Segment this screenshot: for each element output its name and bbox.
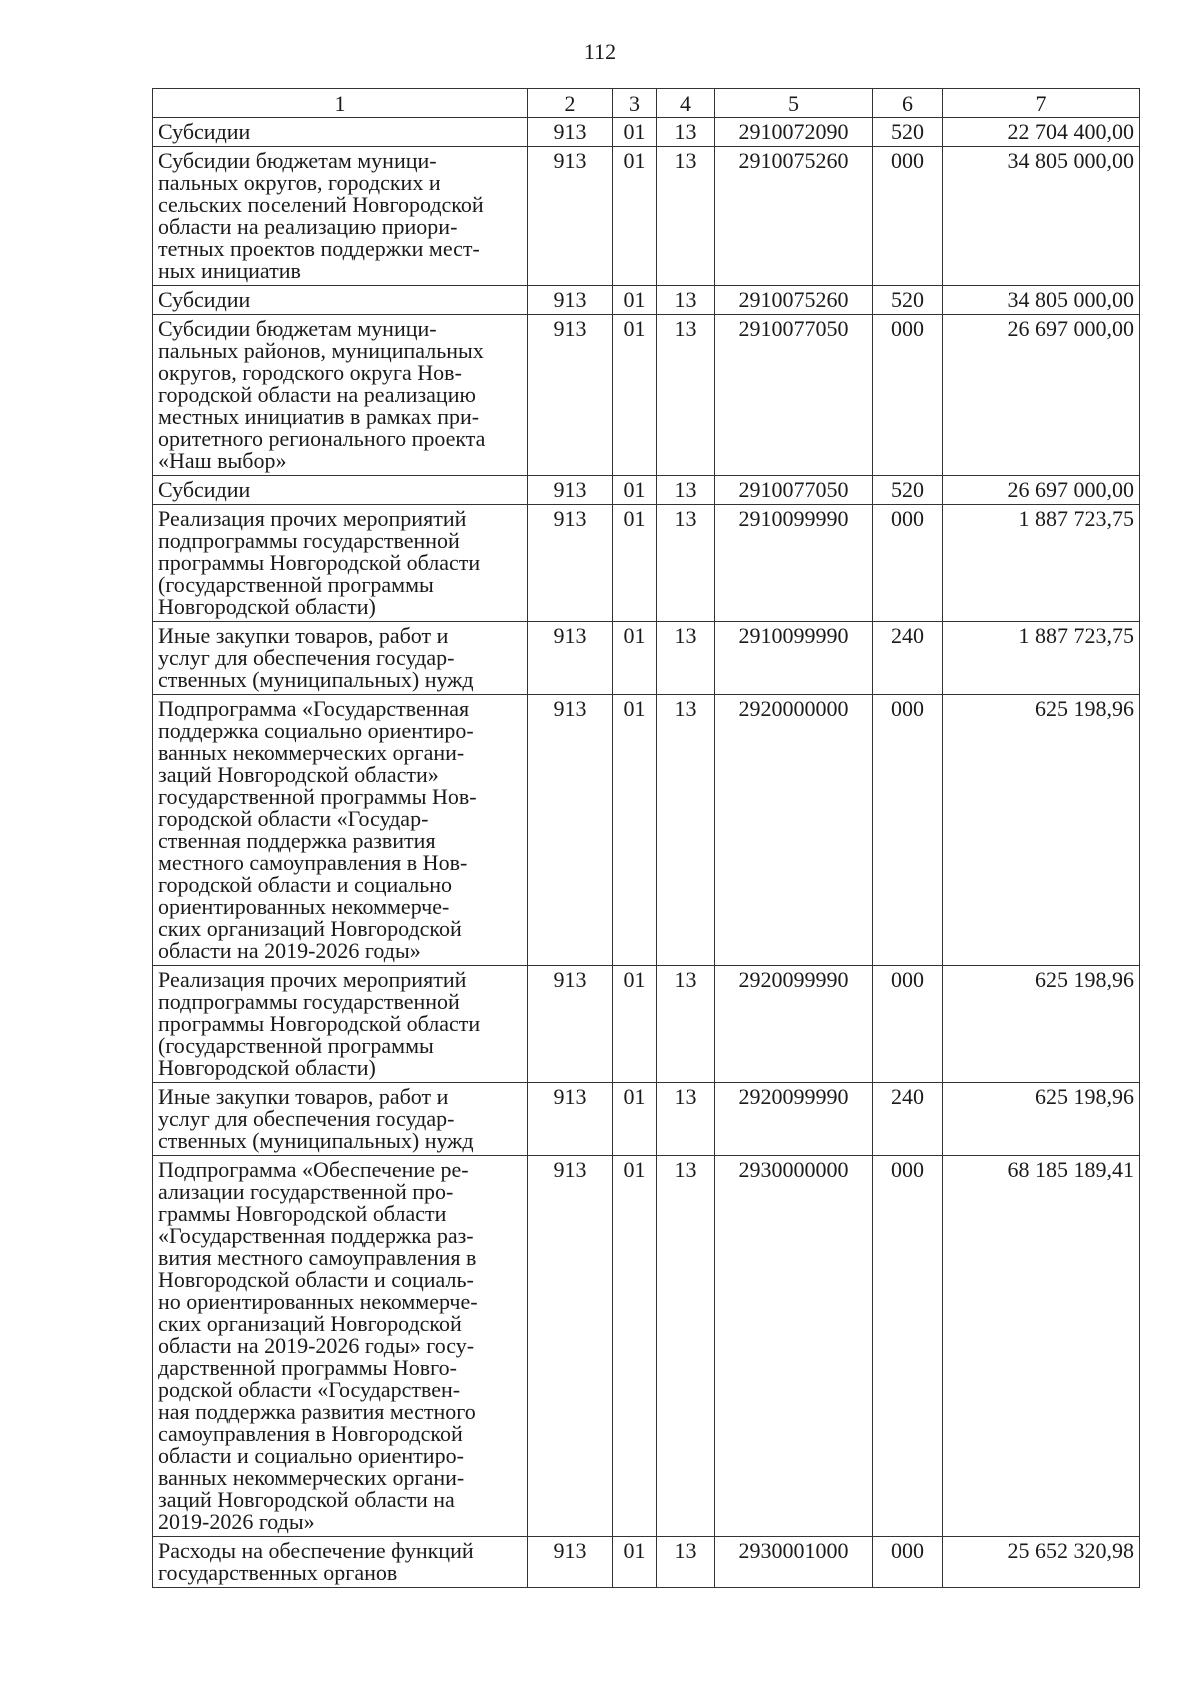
- section-code-cell: 01: [613, 1156, 657, 1537]
- table-row: [153, 118, 1140, 147]
- subsection-code-cell: 13: [657, 315, 715, 476]
- budget-table: [152, 88, 1140, 1588]
- expense-type-cell: 240: [873, 1083, 943, 1156]
- amount-cell: 34 805 000,00: [943, 286, 1140, 315]
- target-article-cell: 2910077050: [715, 315, 873, 476]
- target-article-cell: 2930000000: [715, 1156, 873, 1537]
- header-cell-1: 1: [153, 89, 528, 118]
- amount-cell: 26 697 000,00: [943, 476, 1140, 505]
- target-article-cell: 2910099990: [715, 505, 873, 622]
- section-code-cell: 01: [613, 1083, 657, 1156]
- item-name-cell: Субсидии бюджетам муници- пальных районов, муниципальных округов, городского округа Нов- городской области на реализацию местных инициатив в рамках при- оритетного регионального проекта «Наш выбор»: [153, 315, 528, 476]
- header-row: [153, 89, 1140, 118]
- expense-type-cell: 000: [873, 695, 943, 966]
- item-name-cell: Подпрограмма «Обеспечение ре- ализации государственной про- граммы Новгородской области «Государственная поддержка раз- вития местного самоуправления в Новгородской области и социаль- но ориентированных некоммерче- ских организаций Новгородской области на 2019-2026 годы» госу- дарственной программы Новго- родской области «Государствен- ная поддержка развития местного самоуправления в Новгородской области и социально ориентиро- ванных некоммерческих органи- заций Новгородской области на 2019-2026 годы»: [153, 1156, 528, 1537]
- section-code-cell: 01: [613, 476, 657, 505]
- amount-cell: 68 185 189,41: [943, 1156, 1140, 1537]
- ministry-code-cell: 913: [528, 505, 613, 622]
- expense-type-cell: 520: [873, 286, 943, 315]
- expense-type-cell: 240: [873, 622, 943, 695]
- target-article-cell: 2910099990: [715, 622, 873, 695]
- subsection-code-cell: 13: [657, 476, 715, 505]
- subsection-code-cell: 13: [657, 118, 715, 147]
- item-name-cell: Реализация прочих мероприятий подпрограммы государственной программы Новгородской области (государственной программы Новгородской области): [153, 505, 528, 622]
- target-article-cell: 2920099990: [715, 966, 873, 1083]
- table-row: [153, 1156, 1140, 1537]
- header-cell-5: 5: [715, 89, 873, 118]
- subsection-code-cell: 13: [657, 695, 715, 966]
- page-number: 112: [583, 39, 617, 64]
- amount-cell: 1 887 723,75: [943, 505, 1140, 622]
- subsection-code-cell: 13: [657, 1156, 715, 1537]
- amount-cell: 22 704 400,00: [943, 118, 1140, 147]
- item-name-cell: Субсидии бюджетам муници- пальных округов, городских и сельских поселений Новгородской области на реализацию приори- тетных проектов поддержки мест- ных инициатив: [153, 147, 528, 286]
- amount-cell: 25 652 320,98: [943, 1537, 1140, 1588]
- target-article-cell: 2910075260: [715, 147, 873, 286]
- section-code-cell: 01: [613, 622, 657, 695]
- subsection-code-cell: 13: [657, 622, 715, 695]
- table-row: [153, 505, 1140, 622]
- header-cell-3: 3: [613, 89, 657, 118]
- subsection-code-cell: 13: [657, 505, 715, 622]
- subsection-code-cell: 13: [657, 147, 715, 286]
- expense-type-cell: 000: [873, 1156, 943, 1537]
- target-article-cell: 2920000000: [715, 695, 873, 966]
- ministry-code-cell: 913: [528, 118, 613, 147]
- amount-cell: 34 805 000,00: [943, 147, 1140, 286]
- expense-type-cell: 000: [873, 966, 943, 1083]
- target-article-cell: 2910077050: [715, 476, 873, 505]
- target-article-cell: 2910072090: [715, 118, 873, 147]
- expense-type-cell: 000: [873, 147, 943, 286]
- section-code-cell: 01: [613, 147, 657, 286]
- table-row: [153, 315, 1140, 476]
- item-name-cell: Субсидии: [153, 286, 528, 315]
- section-code-cell: 01: [613, 315, 657, 476]
- item-name-cell: Подпрограмма «Государственная поддержка социально ориентиро- ванных некоммерческих органи- заций Новгородской области» государственной программы Нов- городской области «Государ- ственная поддержка развития местного самоуправления в Нов- городской области и социально ориентированных некоммерче- ских организаций Новгородской области на 2019-2026 годы»: [153, 695, 528, 966]
- header-cell-2: 2: [528, 89, 613, 118]
- ministry-code-cell: 913: [528, 1156, 613, 1537]
- item-name-cell: Субсидии: [153, 118, 528, 147]
- amount-cell: 26 697 000,00: [943, 315, 1140, 476]
- ministry-code-cell: 913: [528, 1537, 613, 1588]
- table-row: [153, 476, 1140, 505]
- header-cell-6: 6: [873, 89, 943, 118]
- subsection-code-cell: 13: [657, 1537, 715, 1588]
- table-row: [153, 1537, 1140, 1588]
- item-name-cell: Расходы на обеспечение функций государственных органов: [153, 1537, 528, 1588]
- expense-type-cell: 000: [873, 505, 943, 622]
- expense-type-cell: 000: [873, 1537, 943, 1588]
- amount-cell: 625 198,96: [943, 695, 1140, 966]
- item-name-cell: Субсидии: [153, 476, 528, 505]
- ministry-code-cell: 913: [528, 315, 613, 476]
- target-article-cell: 2910075260: [715, 286, 873, 315]
- target-article-cell: 2920099990: [715, 1083, 873, 1156]
- header-cell-4: 4: [657, 89, 715, 118]
- ministry-code-cell: 913: [528, 147, 613, 286]
- section-code-cell: 01: [613, 286, 657, 315]
- item-name-cell: Иные закупки товаров, работ и услуг для обеспечения государ- ственных (муниципальных) нужд: [153, 1083, 528, 1156]
- table-body: [153, 118, 1140, 1588]
- section-code-cell: 01: [613, 1537, 657, 1588]
- ministry-code-cell: 913: [528, 286, 613, 315]
- expense-type-cell: 520: [873, 476, 943, 505]
- subsection-code-cell: 13: [657, 286, 715, 315]
- ministry-code-cell: 913: [528, 622, 613, 695]
- expense-type-cell: 520: [873, 118, 943, 147]
- ministry-code-cell: 913: [528, 476, 613, 505]
- amount-cell: 625 198,96: [943, 966, 1140, 1083]
- amount-cell: 625 198,96: [943, 1083, 1140, 1156]
- table-row: [153, 147, 1140, 286]
- item-name-cell: Иные закупки товаров, работ и услуг для обеспечения государ- ственных (муниципальных) нужд: [153, 622, 528, 695]
- target-article-cell: 2930001000: [715, 1537, 873, 1588]
- table-row: [153, 622, 1140, 695]
- table-row: [153, 286, 1140, 315]
- section-code-cell: 01: [613, 505, 657, 622]
- section-code-cell: 01: [613, 966, 657, 1083]
- subsection-code-cell: 13: [657, 1083, 715, 1156]
- header-cell-7: 7: [943, 89, 1140, 118]
- subsection-code-cell: 13: [657, 966, 715, 1083]
- table-row: [153, 966, 1140, 1083]
- ministry-code-cell: 913: [528, 966, 613, 1083]
- amount-cell: 1 887 723,75: [943, 622, 1140, 695]
- ministry-code-cell: 913: [528, 1083, 613, 1156]
- item-name-cell: Реализация прочих мероприятий подпрограммы государственной программы Новгородской области (государственной программы Новгородской области): [153, 966, 528, 1083]
- section-code-cell: 01: [613, 695, 657, 966]
- section-code-cell: 01: [613, 118, 657, 147]
- table-row: [153, 1083, 1140, 1156]
- table-row: [153, 695, 1140, 966]
- expense-type-cell: 000: [873, 315, 943, 476]
- ministry-code-cell: 913: [528, 695, 613, 966]
